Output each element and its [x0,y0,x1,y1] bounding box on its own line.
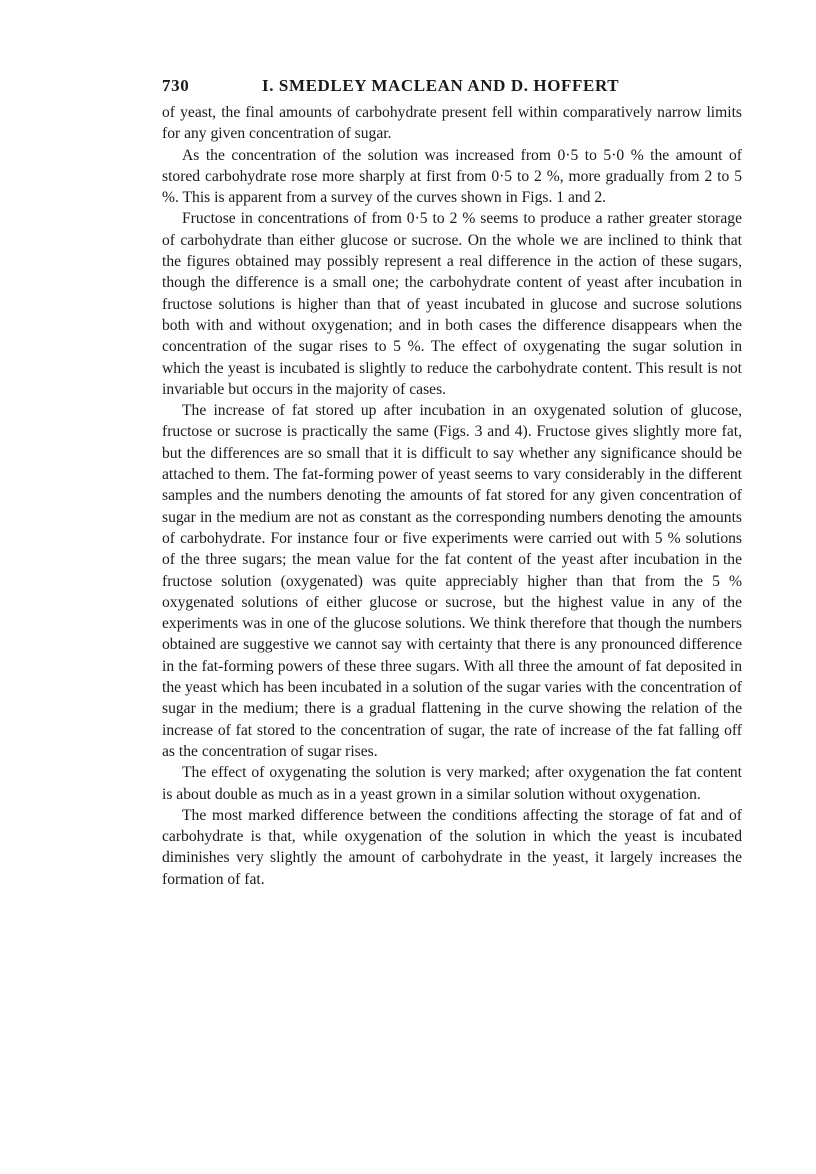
paragraph: The increase of fat stored up after incubation in an oxygenated solution of glucose, fructose or sucrose is practically the same (Figs. 3 and 4). Fructose gives slightly more fat, but the differences are so small that it is difficult to say whether any significance should be attached to them. The fat-forming power of yeast seems to vary considerably in the different samples and the numbers denoting the amounts of fat stored for any given concentration of sugar in the medium are not as constant as the corresponding numbers denoting the amounts of carbohydrate. For instance four or five experiments were carried out with 5 % solutions of the three sugars; the mean value for the fat content of the yeast after incubation in the fructose solution (oxygenated) was quite appreciably higher than that from the 5 % oxygenated solutions of either glucose or sucrose, but the highest value in any of the experiments was in one of the glucose solutions. We think therefore that though the numbers obtained are suggestive we cannot say with certainty that there is any pronounced difference in the fat-forming powers of these three sugars. With all three the amount of fat deposited in the yeast which has been incubated in a solution of the sugar varies with the concentration of sugar in the medium; there is a gradual flattening in the curve showing the relation of the increase of fat stored to the concentration of sugar, the rate of increase of the fat falling off as the concentration of sugar rises. [162,402,742,760]
page-number: 730 [162,76,190,95]
paragraph: The most marked difference between the conditions affecting the storage of fat and of carbohydrate is that, while oxygenation of the solution in which the yeast is incubated diminishes very slightly the amount of carbohydrate in the yeast, it largely increases the formation of fat. [162,806,742,888]
page-header [162,76,742,96]
paragraph: Fructose in concentrations of from 0·5 to 2 % seems to produce a rather greater storage of carbohydrate than either glucose or sucrose. On the whole we are inclined to think that the figures obtained may possibly represent a real difference in the action of these sugars, though the difference is a small one; the carbohydrate content of yeast after incubation in fructose solutions is higher than that of yeast incubated in glucose and sucrose solutions both with and without oxygenation; and in both cases the difference disappears when the concentration of the sugar rises to 5 %. The effect of oxygenating the sugar solution in which the yeast is incubated is slightly to reduce the carbohydrate content. This result is not invariable but occurs in the majority of cases. [162,210,742,398]
paragraph: of yeast, the final amounts of carbohydrate present fell within comparatively narrow limits for any given concentration of sugar. [162,104,742,143]
body-text [162,102,742,890]
running-title: I. SMEDLEY MACLEAN AND D. HOFFERT [262,76,620,95]
paragraph: As the concentration of the solution was increased from 0·5 to 5·0 % the amount of stored carbohydrate rose more sharply at first from 0·5 to 2 %, more gradually from 2 to 5 %. This is apparent from a survey of the curves shown in Figs. 1 and 2. [162,146,742,207]
page [162,76,742,890]
paragraph: The effect of oxygenating the solution is very marked; after oxygenation the fat content is about double as much as in a yeast grown in a similar solution without oxygenation. [162,764,742,803]
